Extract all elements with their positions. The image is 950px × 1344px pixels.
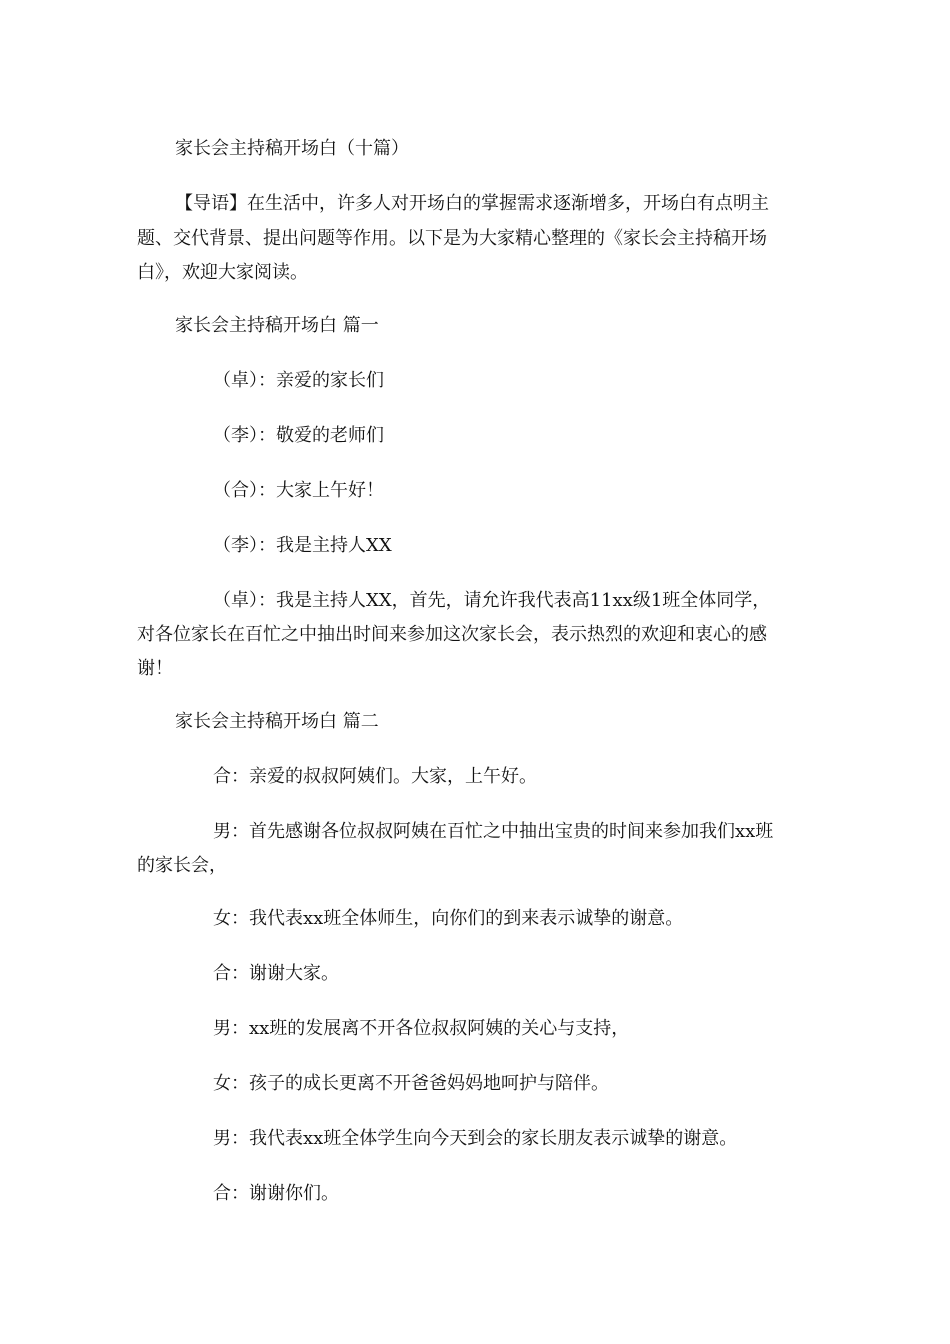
section-1-line: （合）：大家上午好！ <box>213 480 384 501</box>
section-1-line: （卓）：亲爱的家长们 <box>213 370 384 391</box>
section-2-line: 的家长会， <box>137 855 227 876</box>
section-1-line: （李）：敬爱的老师们 <box>213 425 384 446</box>
intro-paragraph-line-1 <box>175 192 769 216</box>
section-2-line: 合：亲爱的叔叔阿姨们。大家，上午好。 <box>213 766 537 787</box>
section-1-continuation-1: 对各位家长在百忙之中抽出时间来参加这次家长会，表示热烈的欢迎和衷心的感 <box>137 624 767 645</box>
section-1-line: （卓）：我是主持人XX，首先，请允许我代表高11xx级1班全体同学， <box>213 590 771 611</box>
section-2-line: 女：孩子的成长更离不开爸爸妈妈地呵护与陪伴。 <box>213 1073 609 1094</box>
intro-label: 【导语】 <box>175 193 247 214</box>
intro-text-line-2: 题、交代背景、提出问题等作用。以下是为大家精心整理的《家长会主持稿开场 <box>137 228 767 249</box>
section-2-line: 男：我代表xx班全体学生向今天到会的家长朋友表示诚挚的谢意。 <box>213 1128 738 1149</box>
document-title: 家长会主持稿开场白（十篇） <box>175 138 409 159</box>
section-2-line: 男：xx班的发展离不开各位叔叔阿姨的关心与支持， <box>213 1018 630 1039</box>
intro-text-line-3: 白》，欢迎大家阅读。 <box>137 262 308 283</box>
section-2-line: 合：谢谢你们。 <box>213 1183 339 1204</box>
intro-text-line-1: 在生活中，许多人对开场白的掌握需求逐渐增多，开场白有点明主 <box>247 193 769 214</box>
section-2-line: 男：首先感谢各位叔叔阿姨在百忙之中抽出宝贵的时间来参加我们xx班 <box>213 821 774 842</box>
section-2-line: 合：谢谢大家。 <box>213 963 339 984</box>
section-1-continuation-2: 谢！ <box>137 658 173 679</box>
section-1-line: （李）：我是主持人XX <box>213 535 392 556</box>
section-2-line: 女：我代表xx班全体师生，向你们的到来表示诚挚的谢意。 <box>213 908 684 929</box>
section-1-heading: 家长会主持稿开场白 篇一 <box>175 315 379 336</box>
section-2-heading: 家长会主持稿开场白 篇二 <box>175 711 379 732</box>
